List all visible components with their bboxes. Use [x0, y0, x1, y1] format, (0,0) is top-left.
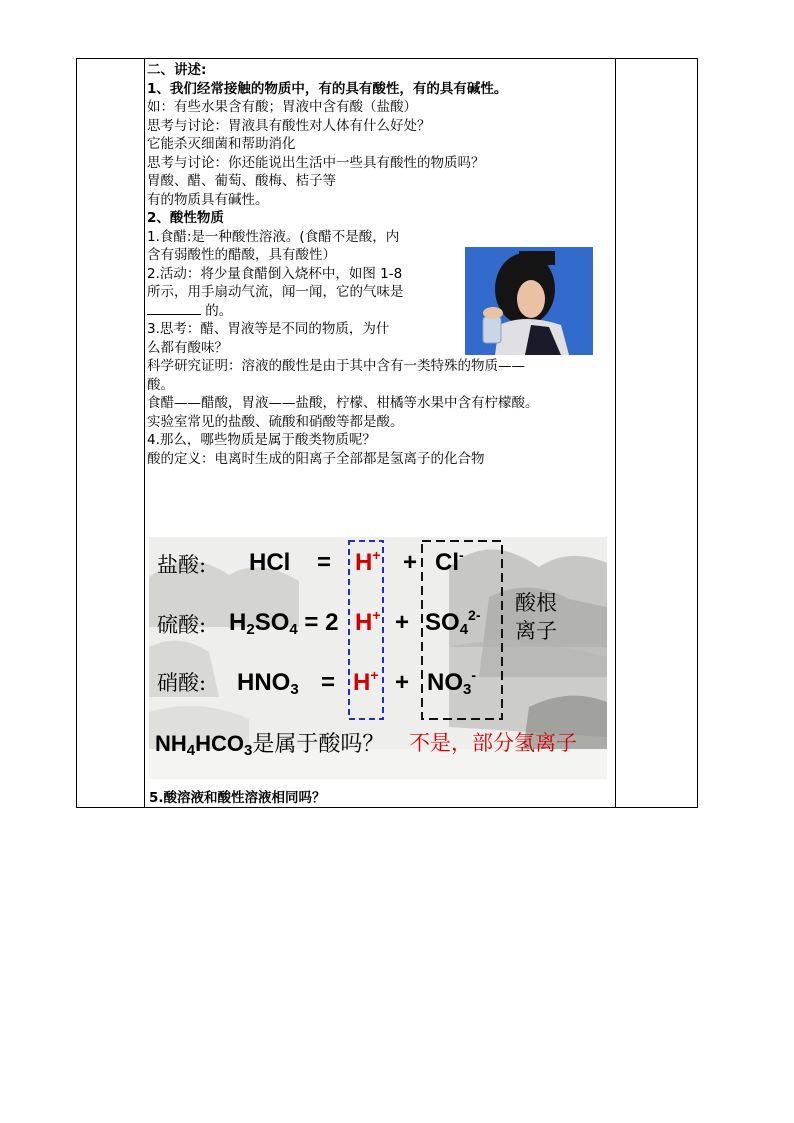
- answer-2: 胃酸、醋、葡萄、酸梅、桔子等: [147, 173, 336, 189]
- hno3-plus: +: [395, 669, 410, 696]
- item-2-line-b: 所示，用手扇动气流，闻一闻，它的气味是: [147, 284, 404, 300]
- h2so4-h-ion: H+: [355, 607, 381, 636]
- discussion-1: 思考与讨论：胃液具有酸性对人体有什么好处？: [147, 117, 431, 134]
- example-line: 如：有些水果含有酸；胃液中含有酸（盐酸）: [147, 99, 417, 115]
- no3-ion: $NO_3^-$: [427, 667, 477, 698]
- research-line-b: 酸。: [147, 376, 174, 393]
- point-1: 1、我们经常接触的物质中，有的具有酸性，有的具有碱性。: [147, 80, 508, 97]
- point-5: 5.酸溶液和酸性溶液相同吗？: [149, 790, 326, 806]
- discussion-2: 思考与讨论：你还能说出生活中一些具有酸性的物质吗？: [147, 154, 485, 171]
- alkaline-line: 有的物质具有碱性。: [147, 191, 269, 208]
- hno3-h-ion: H+: [353, 667, 379, 696]
- lab-line: 实验室常见的盐酸、硫酸和硝酸等都是酸。: [147, 413, 404, 430]
- cl-ion: Cl-: [435, 547, 464, 576]
- vinegar-line: 食醋——醋酸，胃液——盐酸，柠檬、柑橘等水果中含有柠檬酸。: [147, 395, 539, 411]
- item-2-line-c: 的。: [147, 302, 617, 321]
- smelling-photo: [465, 247, 593, 355]
- hcl-formula: HCl: [249, 549, 291, 576]
- item-1-line-a: 1.食醋:是一种酸性溶液。(食醋不是酸，内: [147, 228, 400, 245]
- fill-blank: [147, 302, 201, 315]
- acid-root-caption: 酸根 离子: [515, 591, 557, 643]
- hno3-equals: =: [321, 669, 336, 696]
- section-heading: 二、讲述:: [147, 62, 207, 78]
- nh4hco3-question: $NH_4HCO_3$是属于酸吗？: [155, 731, 385, 759]
- h2so4-formula: $H_2SO_4 = 2$: [229, 609, 339, 638]
- hcl-equals: =: [317, 549, 332, 576]
- hcl-h-ion: H+: [355, 547, 381, 576]
- item-1-line-b: 含有弱酸性的醋酸，具有酸性）: [147, 247, 336, 263]
- research-line-a: 科学研究证明：溶液的酸性是由于其中含有一类特殊的物质——: [147, 358, 525, 374]
- h2so4-plus: +: [395, 609, 410, 636]
- answer-1: 它能杀灭细菌和帮助消化: [147, 136, 296, 152]
- hno3-formula: $HNO_3$: [237, 669, 299, 698]
- h2so4-label: 硫酸:: [157, 613, 207, 637]
- acid-definition: 酸的定义：电离时生成的阳离子全部都是氢离子的化合物: [147, 450, 485, 467]
- lesson-table: [76, 58, 698, 808]
- hcl-label: 盐酸:: [157, 553, 207, 577]
- item-3-line-b: 么都有酸味？: [147, 339, 228, 356]
- item-2-line-a: 2.活动：将少量食醋倒入烧杯中，如图 1-8: [147, 265, 403, 282]
- acid-ionization-slide: [149, 537, 607, 779]
- item-4: 4.那么，哪些物质是属于酸类物质呢？: [147, 432, 376, 448]
- item-3-line-a: 3.思考：醋、胃液等是不同的物质，为什: [147, 321, 390, 337]
- point-2: 2、酸性物质: [147, 210, 224, 226]
- hcl-plus: +: [403, 549, 418, 576]
- girl-photo-image: [465, 247, 593, 355]
- column-divider-left: [144, 59, 145, 807]
- hno3-label: 硝酸:: [157, 671, 207, 695]
- nh4hco3-answer: 不是，部分氢离子: [409, 731, 577, 755]
- so4-ion: $SO_4^{2-}$: [425, 607, 481, 638]
